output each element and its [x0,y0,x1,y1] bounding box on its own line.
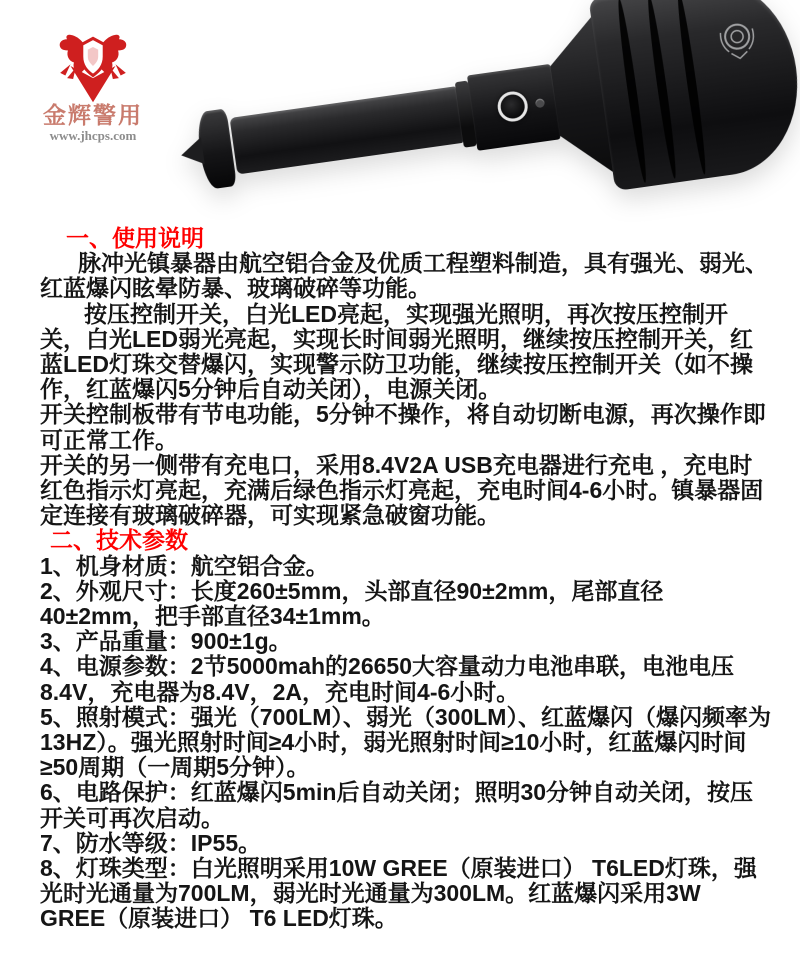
spec-item-material: 1、机身材质：航空铝合金。 [40,552,329,579]
document-body [40,226,772,932]
twin-horse-shield-icon [41,28,145,104]
spec-item-led-type: 8、灯珠类型：白光照明采用10W GREE（原装进口） T6LED灯珠，强光时光通量为700LM，弱光时光通量为300LM。红蓝爆闪采用3W GREE（原装进口） T6 LED灯珠。 [40,855,757,932]
power-switch-button [496,89,530,123]
spec-item-power: 4、电源参数：2节5000mah的26650大容量动力电池串联，电池电压8.4V，充电器为8.4V，2A，充电时间4-6小时。 [40,653,734,705]
brand-logo [28,28,158,143]
usage-paragraph-2: 按压控制开关，白光LED亮起，实现强光照明，再次按压控制开关，白光LED弱光亮起，实现长时间弱光照明，继续按压控制开关，红蓝LED灯珠交替爆闪，实现警示防卫功能，继续按压控制开关（如不操作，红蓝爆闪5分钟后自动关闭），电源关闭。 [40,300,753,403]
cooling-groove [644,0,679,179]
glass-breaker-spike [179,134,206,171]
usage-paragraph-3: 开关控制板带有节电功能，5分钟不操作，将自动切断电源，再次操作即可正常工作。 [40,401,766,453]
spec-item-waterproof: 7、防水等级：IP55。 [40,829,262,856]
spec-item-protection: 6、电路保护：红蓝爆闪5min后自动关闭；照明30分钟自动关闭，按压开关可再次启动。 [40,779,754,831]
printed-police-badge-icon [714,14,760,63]
charge-indicator-dot [535,98,545,108]
lamp-head [588,0,800,191]
usage-paragraph-1: 脉冲光镇暴器由航空铝合金及优质工程塑料制造，具有强光、弱光、红蓝爆闪眩晕防暴、玻璃破碎等功能。 [40,250,768,302]
spec-item-dimensions: 2、外观尺寸：长度260±5mm，头部直径90±2mm，尾部直径40±2mm，把手部直径34±1mm。 [40,577,664,630]
switch-housing [467,63,561,150]
flashlight-body [167,0,800,255]
brand-website: www.jhcps.com [49,128,137,143]
handle-tube [230,86,464,174]
spec-item-weight: 3、产品重量：900±1g。 [40,628,292,655]
cooling-groove [674,0,709,175]
section-title-specs: 二、技术参数 [50,527,188,554]
product-photo-flashlight [178,8,800,218]
usage-paragraph-4: 开关的另一侧带有充电口，采用8.4V2A USB充电器进行充电 ，充电时红色指示灯亮起，充满后绿色指示灯亮起，充电时间4-6小时。镇暴器固定连接有玻璃破碎器，可实现紧急破窗功能。 [40,451,764,529]
cooling-groove [615,0,650,183]
brand-name: 金辉警用 [43,103,143,128]
spec-item-modes: 5、照射模式：强光（700LM）、弱光（300LM）、红蓝爆闪（爆闪频率为13HZ）。强光照射时间≥4小时，弱光照射时间≥10小时，红蓝爆闪时间≥50周期（一周期5分钟）。 [40,703,771,781]
section-title-usage: 一、使用说明 [66,225,204,251]
